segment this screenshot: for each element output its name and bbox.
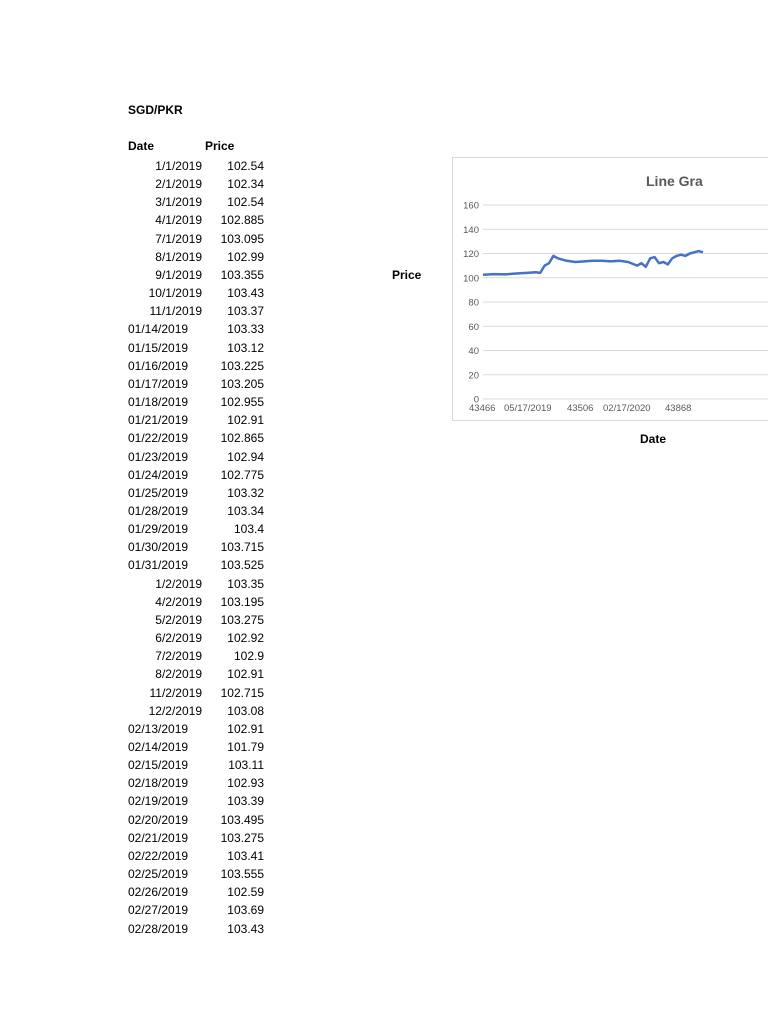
date-cell: 01/18/2019 xyxy=(128,395,189,410)
chart-gridlines xyxy=(483,205,768,399)
date-cell: 6/2/2019 xyxy=(155,631,202,646)
table-row xyxy=(128,865,288,883)
sheet-title: SGD/PKR xyxy=(128,103,183,117)
date-cell: 02/15/2019 xyxy=(128,758,189,773)
table-row xyxy=(128,193,288,211)
table-row xyxy=(128,883,288,901)
price-cell: 103.12 xyxy=(227,340,264,355)
price-cell: 103.69 xyxy=(227,903,264,918)
price-cell: 103.715 xyxy=(220,540,264,555)
table-row xyxy=(128,157,288,175)
price-cell: 102.99 xyxy=(227,249,264,264)
x-tick-label: 02/17/2020 xyxy=(603,403,651,414)
price-cell: 103.355 xyxy=(220,267,264,282)
price-cell: 103.225 xyxy=(220,358,264,373)
series-line xyxy=(483,251,703,275)
price-cell: 102.91 xyxy=(227,667,264,682)
date-cell: 02/18/2019 xyxy=(128,776,189,791)
price-cell: 103.275 xyxy=(220,612,264,627)
price-cell: 102.715 xyxy=(220,685,264,700)
price-cell: 102.865 xyxy=(220,431,264,446)
date-cell: 1/1/2019 xyxy=(155,159,202,173)
y-tick-label: 40 xyxy=(468,346,479,357)
date-cell: 02/13/2019 xyxy=(128,721,189,736)
price-cell: 103.525 xyxy=(220,558,264,573)
table-row xyxy=(128,556,288,574)
price-cell: 102.94 xyxy=(227,449,264,464)
date-cell: 11/2/2019 xyxy=(149,685,202,700)
date-cell: 01/25/2019 xyxy=(128,485,189,500)
table-row xyxy=(128,720,288,738)
price-cell: 102.54 xyxy=(227,159,264,173)
date-cell: 02/28/2019 xyxy=(128,921,189,936)
price-cell: 102.54 xyxy=(227,195,264,210)
date-cell: 01/16/2019 xyxy=(128,358,189,373)
price-cell: 102.59 xyxy=(227,885,264,900)
y-tick-label: 140 xyxy=(463,224,479,236)
table-row xyxy=(128,320,288,338)
table-row xyxy=(128,175,288,193)
table-row xyxy=(128,647,288,665)
date-cell: 01/28/2019 xyxy=(128,503,189,518)
date-cell: 01/24/2019 xyxy=(128,467,189,482)
table-row xyxy=(128,774,288,792)
date-cell: 02/19/2019 xyxy=(128,794,189,809)
price-cell: 102.91 xyxy=(227,721,264,736)
table-row xyxy=(128,538,288,556)
table-row xyxy=(128,847,288,865)
price-cell: 103.275 xyxy=(220,830,264,845)
table-row xyxy=(128,484,288,502)
table-row xyxy=(128,302,288,320)
date-cell: 5/2/2019 xyxy=(155,612,202,627)
y-tick-label: 120 xyxy=(463,249,479,260)
price-cell: 102.93 xyxy=(227,776,264,791)
date-cell: 02/25/2019 xyxy=(128,867,189,882)
date-cell: 1/2/2019 xyxy=(155,576,202,591)
table-row xyxy=(128,520,288,538)
table-row xyxy=(128,502,288,520)
price-cell: 102.34 xyxy=(227,177,264,192)
price-cell: 102.775 xyxy=(220,467,264,482)
price-cell: 103.555 xyxy=(220,867,264,882)
date-cell: 01/31/2019 xyxy=(128,558,189,573)
date-cell: 2/1/2019 xyxy=(155,177,202,192)
price-cell: 103.08 xyxy=(227,703,264,718)
chart-title: Line Gra xyxy=(646,173,703,189)
date-cell: 7/2/2019 xyxy=(155,649,202,664)
table-row xyxy=(128,920,288,938)
price-cell: 103.495 xyxy=(220,812,264,827)
y-tick-label: 60 xyxy=(468,321,479,333)
price-cell: 103.43 xyxy=(227,921,264,936)
date-cell: 12/2/2019 xyxy=(148,703,202,718)
date-cell: 10/1/2019 xyxy=(148,286,202,301)
table-row xyxy=(128,901,288,919)
price-cell: 102.955 xyxy=(220,395,264,410)
line-chart[interactable] xyxy=(452,157,768,421)
table-row xyxy=(128,266,288,284)
date-cell: 4/1/2019 xyxy=(155,213,202,228)
table-row xyxy=(128,611,288,629)
table-row xyxy=(128,339,288,357)
table-row xyxy=(128,629,288,647)
table-row xyxy=(128,393,288,411)
date-cell: 9/1/2019 xyxy=(155,267,202,282)
table-rows xyxy=(128,157,288,938)
table-row xyxy=(128,466,288,484)
table-row xyxy=(128,357,288,375)
date-cell: 01/17/2019 xyxy=(128,376,189,391)
price-cell: 103.35 xyxy=(227,576,264,591)
price-column-header: Price xyxy=(205,139,235,153)
x-axis-ticks xyxy=(469,403,691,414)
date-cell: 02/21/2019 xyxy=(128,830,189,845)
price-cell: 103.095 xyxy=(220,231,264,246)
table-row xyxy=(128,411,288,429)
x-tick-label: 43868 xyxy=(665,403,692,414)
y-tick-label: 20 xyxy=(468,370,479,382)
date-cell: 7/1/2019 xyxy=(155,231,202,246)
date-cell: 02/20/2019 xyxy=(128,812,189,827)
date-cell: 01/15/2019 xyxy=(128,340,189,355)
price-cell: 103.195 xyxy=(220,594,264,609)
y-tick-label: 160 xyxy=(463,200,479,212)
y-tick-label: 100 xyxy=(463,273,479,285)
price-cell: 103.205 xyxy=(220,376,264,391)
x-tick-label: 05/17/2019 xyxy=(504,403,552,414)
table-row xyxy=(128,684,288,702)
price-cell: 103.4 xyxy=(233,522,264,537)
date-cell: 02/26/2019 xyxy=(128,885,189,900)
table-row xyxy=(128,593,288,611)
table-row xyxy=(128,829,288,847)
date-column-header: Date xyxy=(128,139,155,153)
price-cell: 102.92 xyxy=(227,631,264,646)
table-row xyxy=(128,738,288,756)
table-row xyxy=(128,792,288,810)
price-cell: 103.43 xyxy=(227,286,264,301)
price-cell: 101.79 xyxy=(227,740,264,754)
y-tick-label: 0 xyxy=(473,394,479,406)
date-cell: 8/1/2019 xyxy=(155,249,202,264)
table-row xyxy=(128,230,288,248)
x-tick-label: 43466 xyxy=(469,403,496,414)
table-row xyxy=(128,756,288,774)
table-row xyxy=(128,665,288,683)
price-cell: 103.33 xyxy=(227,322,264,337)
price-cell: 102.91 xyxy=(227,413,264,428)
date-cell: 01/30/2019 xyxy=(128,540,189,555)
price-cell: 102.885 xyxy=(220,213,264,228)
table-row xyxy=(128,702,288,720)
date-cell: 02/27/2019 xyxy=(128,903,189,918)
date-cell: 11/1/2019 xyxy=(149,304,202,319)
date-cell: 3/1/2019 xyxy=(155,195,202,210)
date-cell: 8/2/2019 xyxy=(155,667,202,682)
price-cell: 103.34 xyxy=(227,503,264,518)
price-cell: 103.37 xyxy=(227,304,264,319)
table-row xyxy=(128,375,288,393)
price-cell: 102.9 xyxy=(233,649,264,664)
date-cell: 02/22/2019 xyxy=(128,848,189,863)
table-row xyxy=(128,448,288,466)
chart-canvas xyxy=(453,158,768,420)
price-cell: 103.39 xyxy=(227,794,264,809)
date-cell: 01/23/2019 xyxy=(128,449,189,464)
table-row xyxy=(128,248,288,266)
price-cell: 103.41 xyxy=(227,848,264,863)
table-row xyxy=(128,211,288,229)
y-axis-title: Price xyxy=(392,268,422,282)
date-cell: 01/21/2019 xyxy=(128,413,189,428)
price-cell: 103.32 xyxy=(227,485,264,500)
table-row xyxy=(128,284,288,302)
x-tick-label: 43506 xyxy=(567,403,594,414)
date-cell: 01/14/2019 xyxy=(128,322,189,337)
table-row xyxy=(128,429,288,447)
date-cell: 02/14/2019 xyxy=(128,740,189,754)
table-row xyxy=(128,811,288,829)
y-tick-label: 80 xyxy=(468,297,479,309)
x-axis-title: Date xyxy=(640,432,667,446)
date-cell: 01/29/2019 xyxy=(128,522,189,537)
table-row xyxy=(128,575,288,593)
date-cell: 4/2/2019 xyxy=(155,594,202,609)
y-axis-ticks xyxy=(463,201,479,406)
price-cell: 103.11 xyxy=(228,758,264,773)
date-cell: 01/22/2019 xyxy=(128,431,189,446)
